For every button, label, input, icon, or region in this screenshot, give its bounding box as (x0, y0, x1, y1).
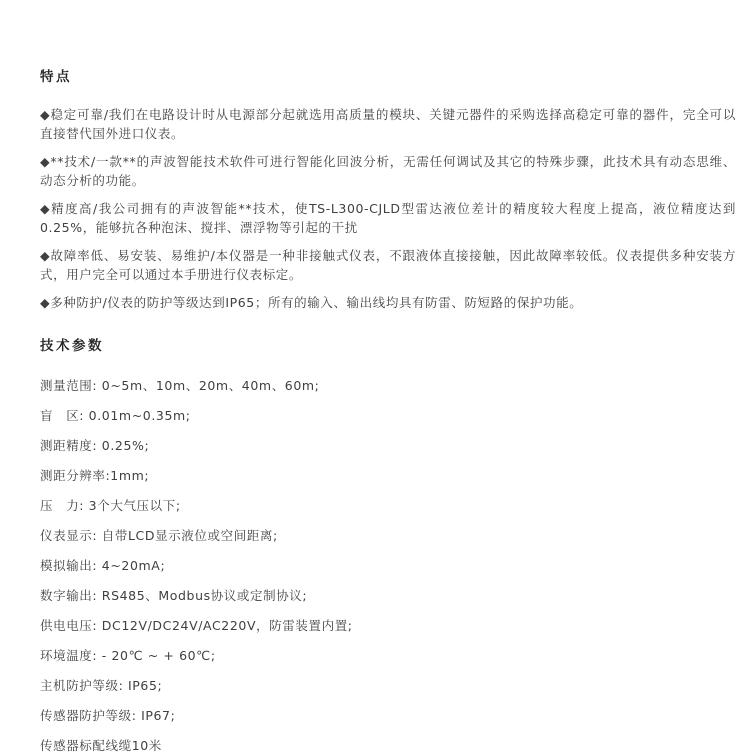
spec-sensor-cable: 传感器标配线缆10米 (40, 738, 162, 753)
feature-item-technology: ◆**技术/一款**的声波智能技术软件可进行智能化回波分析，无需任何调试及其它的特殊步骤，此技术具有动态思维、动态分析的功能。 (40, 154, 736, 188)
spec-host-protection-rating: 主机防护等级: IP65; (40, 678, 163, 693)
specs-heading: 技术参数 (40, 338, 104, 354)
specs-section (40, 339, 736, 754)
feature-item-low-failure: ◆故障率低、易安装、易维护/本仪器是一种非接触式仪表，不跟液体直接接触，因此故障率较低。仪表提供多种安装方式，用户完全可以通过本手册进行仪表标定。 (40, 248, 736, 282)
spec-ranging-resolution: 测距分辨率:1mm; (40, 468, 150, 483)
features-section (40, 70, 736, 312)
spec-measure-range: 测量范围: 0~5m、10m、20m、40m、60m; (40, 378, 320, 393)
spec-blind-zone: 盲 区: 0.01m~0.35m; (40, 408, 191, 423)
features-heading: 特点 (40, 69, 72, 85)
spec-power-supply: 供电电压: DC12V/DC24V/AC220V，防雷装置内置; (40, 618, 353, 633)
spec-analog-output: 模拟输出: 4~20mA; (40, 558, 166, 573)
feature-item-precision: ◆精度高/我公司拥有的声波智能**技术，使TS-L300-CJLD型雷达液位差计的精度较大程度上提高，液位精度达到0.25%，能够抗各种泡沫、搅拌、漂浮物等引起的干扰 (40, 201, 736, 235)
spec-ranging-accuracy: 测距精度: 0.25%; (40, 438, 150, 453)
spec-digital-output: 数字输出: RS485、Modbus协议或定制协议; (40, 588, 308, 603)
spec-pressure: 压 力: 3个大气压以下; (40, 498, 181, 513)
spec-ambient-temperature: 环境温度: - 20℃ ~ + 60℃; (40, 648, 216, 663)
spec-display: 仪表显示: 自带LCD显示液位或空间距离; (40, 528, 278, 543)
feature-item-stability: ◆稳定可靠/我们在电路设计时从电源部分起就选用高质量的模块、关键元器件的采购选择高稳定可靠的器件，完全可以直接替代国外进口仪表。 (40, 107, 736, 141)
feature-item-protection: ◆多种防护/仪表的防护等级达到IP65；所有的输入、输出线均具有防雷、防短路的保护功能。 (40, 295, 583, 310)
spec-sensor-protection-rating: 传感器防护等级: IP67; (40, 708, 176, 723)
